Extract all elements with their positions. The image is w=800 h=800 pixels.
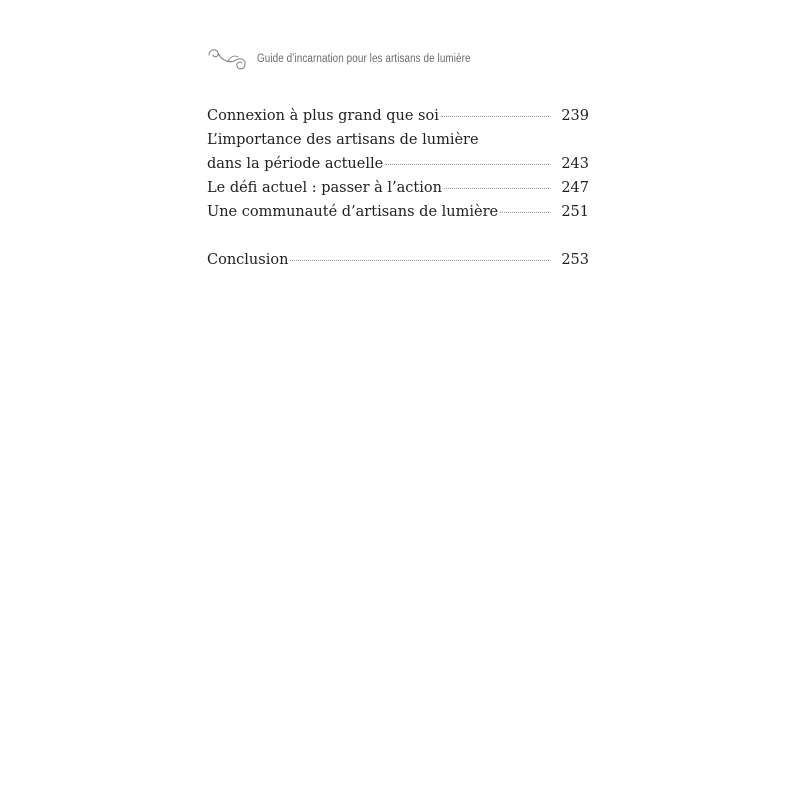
- dot-leader: [441, 116, 549, 117]
- flourish-ornament-icon: [206, 46, 250, 72]
- toc-entry: [207, 248, 589, 272]
- toc-page-number: 243: [561, 156, 589, 172]
- toc-line: [207, 152, 589, 176]
- toc-page-number: 247: [561, 180, 589, 196]
- table-of-contents: [207, 104, 589, 272]
- dot-leader: [290, 260, 549, 261]
- toc-line: [207, 248, 589, 272]
- toc-entry-title: Conclusion: [207, 252, 289, 268]
- toc-line: [207, 176, 589, 200]
- running-title: Guide d’incarnation pour les artisans de lumière: [257, 53, 471, 65]
- toc-line: [207, 200, 589, 224]
- toc-entry-title: Une communauté d’artisans de lumière: [207, 204, 499, 220]
- toc-page-number: 253: [561, 252, 589, 268]
- toc-entry-title: Connexion à plus grand que soi: [207, 108, 439, 124]
- toc-line: [207, 104, 589, 128]
- dot-leader: [500, 212, 549, 213]
- toc-entry-title-line: L’importance des artisans de lumière: [207, 132, 479, 148]
- running-header: [206, 46, 505, 72]
- toc-entry: [207, 176, 589, 200]
- toc-entry: [207, 104, 589, 128]
- dot-leader: [444, 188, 549, 189]
- toc-entry: [207, 128, 589, 176]
- dot-leader: [385, 164, 549, 165]
- toc-entry-title: Le défi actuel : passer à l’action: [207, 180, 442, 196]
- toc-page-number: 239: [561, 108, 589, 124]
- toc-entry: [207, 200, 589, 224]
- toc-entry-title: dans la période actuelle: [207, 156, 384, 172]
- toc-page-number: 251: [561, 204, 589, 220]
